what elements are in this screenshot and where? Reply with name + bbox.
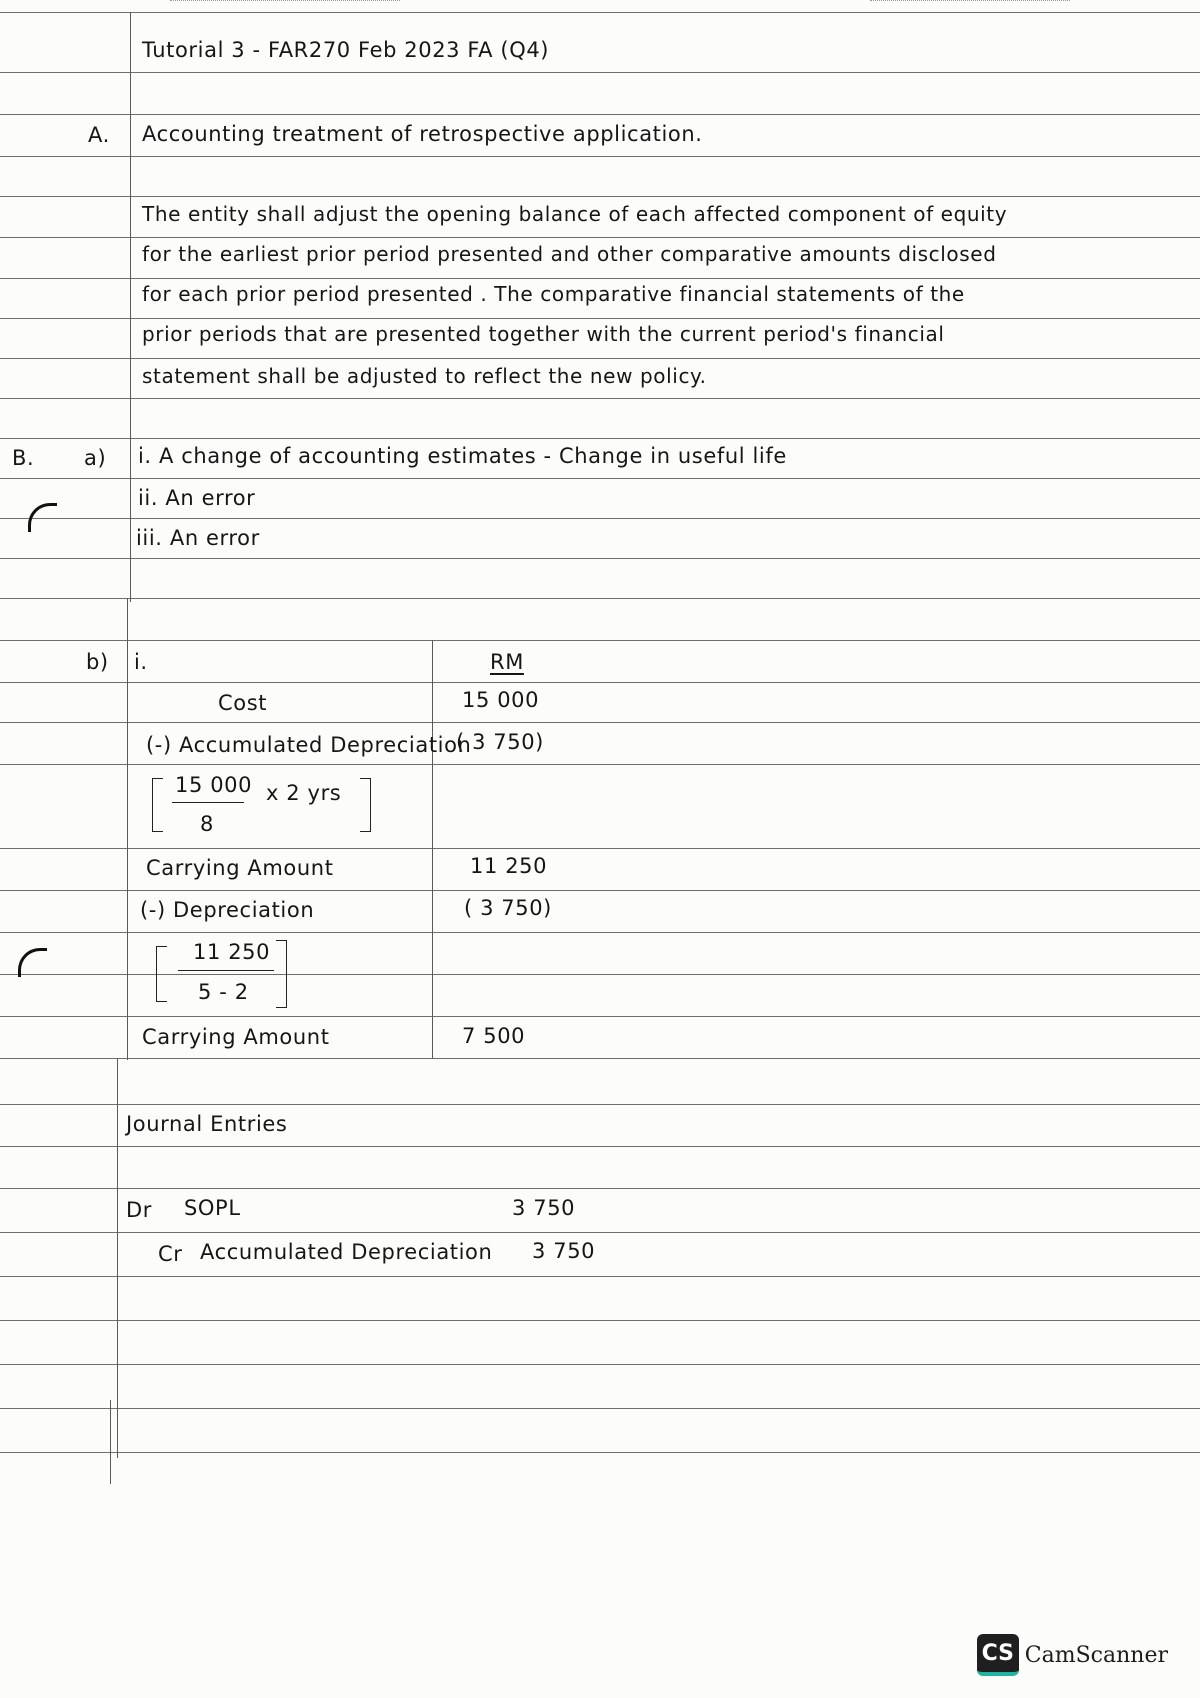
binder-hole-mark [28,503,57,532]
rule-line [0,764,1200,765]
rule-line [0,156,1200,157]
journal-account: SOPL [184,1196,241,1220]
part-a-item: ii. An error [138,486,256,510]
rule-line [0,237,1200,238]
header-no-field [170,0,400,7]
right-bracket [360,778,371,832]
part-b-label: b) [86,650,109,674]
rule-line [0,438,1200,439]
journal-side: Dr [126,1198,153,1222]
journal-heading: Journal Entries [126,1112,288,1136]
fraction-bar [172,802,244,803]
binder-hole-mark [18,948,47,977]
margin-line [130,12,131,602]
calc1-numerator: 15 000 [175,773,253,797]
part-a-item: i. A change of accounting estimates - Change in useful life [138,444,787,468]
rule-line [0,114,1200,115]
part-a-item: iii. An error [136,526,260,550]
rule-line [0,1146,1200,1147]
section-b-label: B. [12,446,35,470]
section-a-line: statement shall be adjusted to reflect the new policy. [142,364,707,388]
section-a-line: prior periods that are presented together with the current period's financial [142,322,945,346]
row-label-cost: Cost [218,691,268,715]
part-a-label: a) [84,446,107,470]
row-value-depreciation: ( 3 750) [464,896,552,920]
rule-line [0,358,1200,359]
row-label-carrying-amount: Carrying Amount [146,856,334,880]
rule-line [0,1016,1200,1017]
calc2-numerator: 11 250 [193,940,271,964]
row-label-depreciation: (-) Depreciation [140,898,315,922]
journal-side: Cr [158,1242,183,1266]
rule-line [0,640,1200,641]
rule-line [0,1188,1200,1189]
margin-line [117,1058,118,1458]
journal-amount: 3 750 [532,1239,596,1263]
rule-line [0,598,1200,599]
calc1-denominator: 8 [200,812,214,836]
row-value-cost: 15 000 [462,688,540,712]
rule-line [0,932,1200,933]
row-label-accumulated-depreciation: (-) Accumulated Depreciation [146,733,472,757]
section-a-line: for each prior period presented . The comparative financial statements of the [142,282,965,306]
rule-line [0,1408,1200,1409]
rule-line [0,398,1200,399]
left-bracket [152,778,163,832]
section-a-line: for the earliest prior period presented and other comparative amounts disclosed [142,242,997,266]
camscanner-logo-icon: CS [977,1634,1019,1676]
section-a-line: The entity shall adjust the opening balance of each affected component of equity [142,202,1008,226]
page-title: Tutorial 3 - FAR270 Feb 2023 FA (Q4) [142,38,550,62]
section-a-heading: Accounting treatment of retrospective application. [142,122,703,146]
camscanner-text: CamScanner [1024,1642,1168,1668]
rule-line [0,890,1200,891]
calc1-multiplier: x 2 yrs [266,781,342,805]
rule-line [0,518,1200,519]
header-date-field [870,0,1070,7]
section-a-label: A. [88,123,110,147]
journal-amount: 3 750 [512,1196,576,1220]
currency-header: RM [490,650,524,674]
calc2-denominator: 5 - 2 [198,980,249,1004]
rule-line [0,12,1200,13]
camscanner-watermark [977,1634,1168,1676]
rule-line [0,1058,1200,1059]
part-b-sub-label: i. [134,650,148,674]
rule-line [0,682,1200,683]
right-bracket [276,940,287,1008]
rule-line [0,974,1200,975]
journal-account: Accumulated Depreciation [200,1240,493,1264]
row-label-carrying-amount: Carrying Amount [142,1025,330,1049]
rule-line [0,722,1200,723]
rule-line [0,196,1200,197]
margin-line [127,598,128,1060]
rule-line [0,1232,1200,1233]
fraction-bar [178,970,274,971]
margin-line [110,1400,111,1484]
row-value-accumulated-depreciation: ( 3 750) [456,730,544,754]
rule-line [0,1364,1200,1365]
rule-line [0,278,1200,279]
rule-line [0,478,1200,479]
rule-line [0,1104,1200,1105]
row-value-carrying-amount: 11 250 [470,854,548,878]
rule-line [0,848,1200,849]
rule-line [0,1452,1200,1453]
rule-line [0,1276,1200,1277]
rule-line [0,72,1200,73]
rule-line [0,558,1200,559]
row-value-carrying-amount: 7 500 [462,1024,526,1048]
rule-line [0,1320,1200,1321]
table-divider [432,640,433,1058]
rule-line [0,318,1200,319]
left-bracket [156,946,167,1002]
